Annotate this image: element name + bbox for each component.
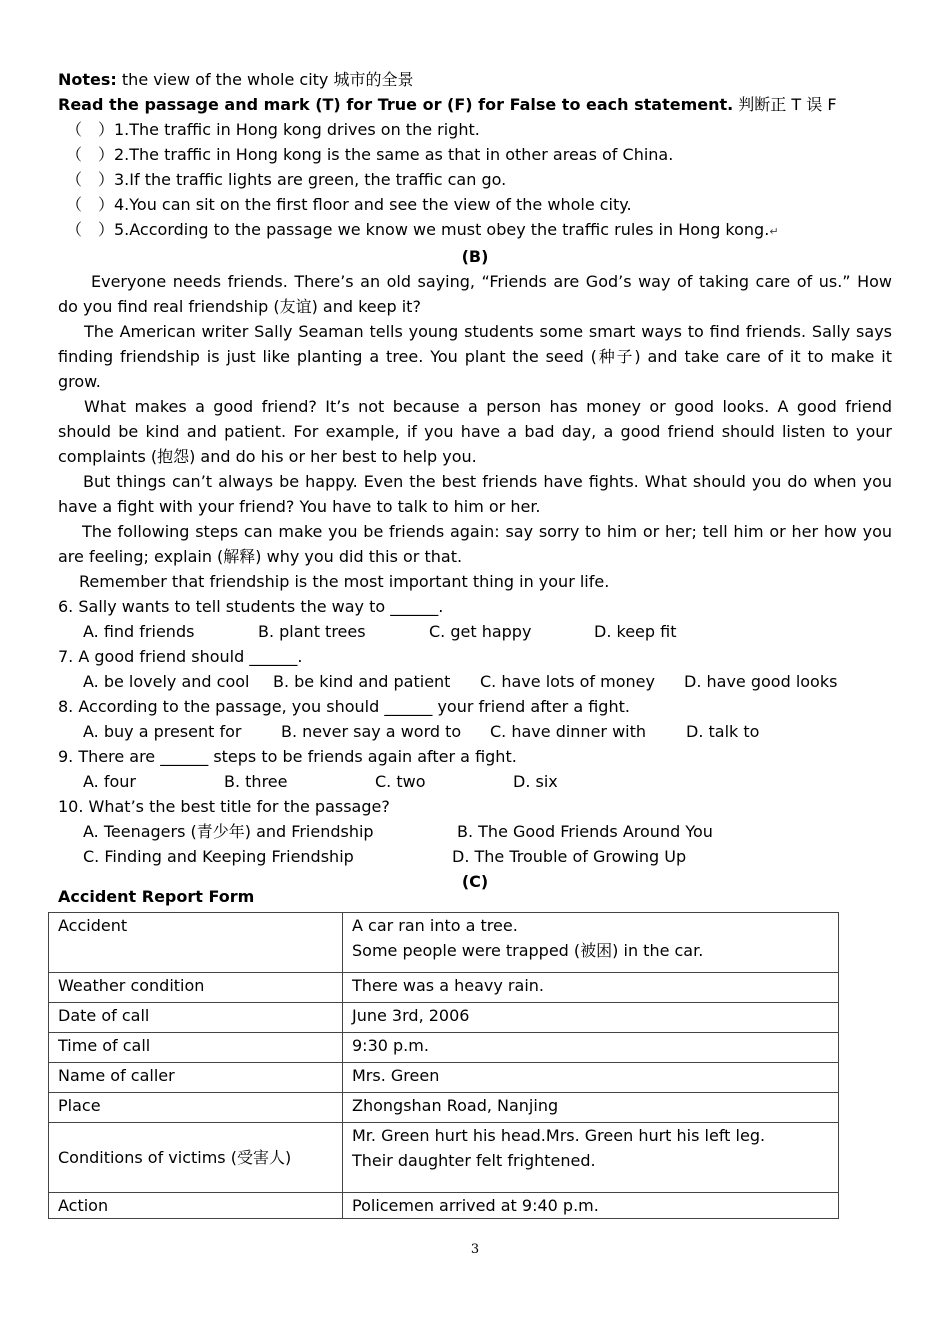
option: C. two <box>375 772 426 791</box>
option: C. get happy <box>429 622 532 641</box>
value-line: Mr. Green hurt his head.Mrs. Green hurt his left leg. <box>352 1126 766 1145</box>
tf-item-with-mark <box>58 217 892 244</box>
option: A. Teenagers (青少年) and Friendship <box>83 822 374 841</box>
question-options <box>58 819 892 844</box>
page-number: 3 <box>470 1242 480 1257</box>
row-value: 9:30 p.m. <box>343 1033 839 1063</box>
option: D. talk to <box>686 722 760 741</box>
tf-item: （ ）2.The traffic in Hong kong is the same as that in other areas of China. <box>66 145 674 164</box>
value-line: Some people were trapped (被困) in the car. <box>352 941 704 960</box>
passage-paragraph: The following steps can make you be friends again: say sorry to him or her; tell him or her how you are feeling; explain (解释) why you did this or that. <box>58 522 892 566</box>
paragraph-mark-icon: ↵ <box>769 225 779 238</box>
tf-item: （ ）4.You can sit on the first floor and see the view of the whole city. <box>66 195 632 214</box>
notes-line <box>58 67 892 92</box>
row-label: Date of call <box>49 1003 343 1033</box>
passage-paragraph: The American writer Sally Seaman tells young students some smart ways to find friends. Sally says finding friendship is just like planting a tree. You plant the seed (种子) and take care of it to make it grow. <box>58 322 892 391</box>
passage-paragraph: Remember that friendship is the most important thing in your life. <box>79 572 610 591</box>
document-body <box>58 67 892 894</box>
row-label: Time of call <box>49 1033 343 1063</box>
instruction-line <box>58 92 892 117</box>
table-row <box>49 1003 839 1033</box>
option: C. have dinner with <box>490 722 647 741</box>
table-row <box>49 913 839 973</box>
tf-item: （ ）1.The traffic in Hong kong drives on the right. <box>66 120 480 139</box>
option: B. plant trees <box>258 622 366 641</box>
question-options <box>58 719 892 744</box>
section-c-heading: (C) <box>461 872 489 891</box>
question-options <box>58 844 892 869</box>
row-value: Mrs. Green <box>343 1063 839 1093</box>
table-row <box>49 1033 839 1063</box>
instruction-tail: 判断正 T 误 F <box>733 95 837 114</box>
accident-report-table <box>48 912 839 1219</box>
section-b-heading: (B) <box>461 247 489 266</box>
notes-text: the view of the whole city 城市的全景 <box>116 70 414 89</box>
table-row <box>49 1093 839 1123</box>
option: A. buy a present for <box>83 722 242 741</box>
option: D. have good looks <box>684 672 838 691</box>
tf-item: （ ）5.According to the passage we know we must obey the traffic rules in Hong kong. <box>66 220 770 239</box>
row-label: Place <box>49 1093 343 1123</box>
option: B. three <box>224 772 288 791</box>
option: A. find friends <box>83 622 195 641</box>
question-options <box>58 669 892 694</box>
row-value: There was a heavy rain. <box>343 973 839 1003</box>
option: B. be kind and patient <box>273 672 451 691</box>
option: D. keep fit <box>594 622 677 641</box>
option: D. six <box>513 772 558 791</box>
row-value: Zhongshan Road, Nanjing <box>343 1093 839 1123</box>
form-title: Accident Report Form <box>58 887 255 906</box>
option: C. have lots of money <box>480 672 655 691</box>
row-label: Conditions of victims (受害人) <box>49 1123 343 1193</box>
row-label: Accident <box>49 913 343 973</box>
table-row <box>49 1063 839 1093</box>
tf-item: （ ）3.If the traffic lights are green, the traffic can go. <box>66 170 507 189</box>
passage-paragraph: But things can’t always be happy. Even the best friends have fights. What should you do when you have a fight with your friend? You have to talk to him or her. <box>58 472 892 516</box>
value-line: Their daughter felt frightened. <box>352 1151 596 1170</box>
notes-label: Notes: <box>58 70 117 89</box>
table-row <box>49 1193 839 1219</box>
table-row <box>49 1123 839 1193</box>
option: D. The Trouble of Growing Up <box>452 847 687 866</box>
row-value: Policemen arrived at 9:40 p.m. <box>343 1193 839 1219</box>
row-label: Action <box>49 1193 343 1219</box>
passage-paragraph: Everyone needs friends. There’s an old saying, “Friends are God’s way of taking care of us.” How do you find real friendship (友谊) and keep it? <box>58 272 892 316</box>
option: C. Finding and Keeping Friendship <box>83 847 354 866</box>
option: A. be lovely and cool <box>83 672 250 691</box>
question-options <box>58 769 892 794</box>
option: B. never say a word to <box>281 722 462 741</box>
question-stem: 7. A good friend should ______. <box>58 647 303 666</box>
question-stem: 8. According to the passage, you should ______ your friend after a fight. <box>58 697 630 716</box>
instruction-bold: Read the passage and mark (T) for True or (F) for False to each statement. <box>58 95 734 114</box>
table-row <box>49 973 839 1003</box>
row-label: Weather condition <box>49 973 343 1003</box>
question-stem: 10. What’s the best title for the passage? <box>58 797 390 816</box>
row-value: June 3rd, 2006 <box>343 1003 839 1033</box>
passage-paragraph: What makes a good friend? It’s not because a person has money or good looks. A good friend should be kind and patient. For example, if you have a bad day, a good friend should listen to your complaints (抱怨) and do his or her best to help you. <box>58 397 892 466</box>
question-options <box>58 619 892 644</box>
question-stem: 9. There are ______ steps to be friends again after a fight. <box>58 747 517 766</box>
value-line: A car ran into a tree. <box>352 916 518 935</box>
row-label: Name of caller <box>49 1063 343 1093</box>
option: A. four <box>83 772 136 791</box>
row-value <box>343 1123 839 1193</box>
option: B. The Good Friends Around You <box>457 822 713 841</box>
question-stem: 6. Sally wants to tell students the way to ______. <box>58 597 444 616</box>
row-value <box>343 913 839 973</box>
